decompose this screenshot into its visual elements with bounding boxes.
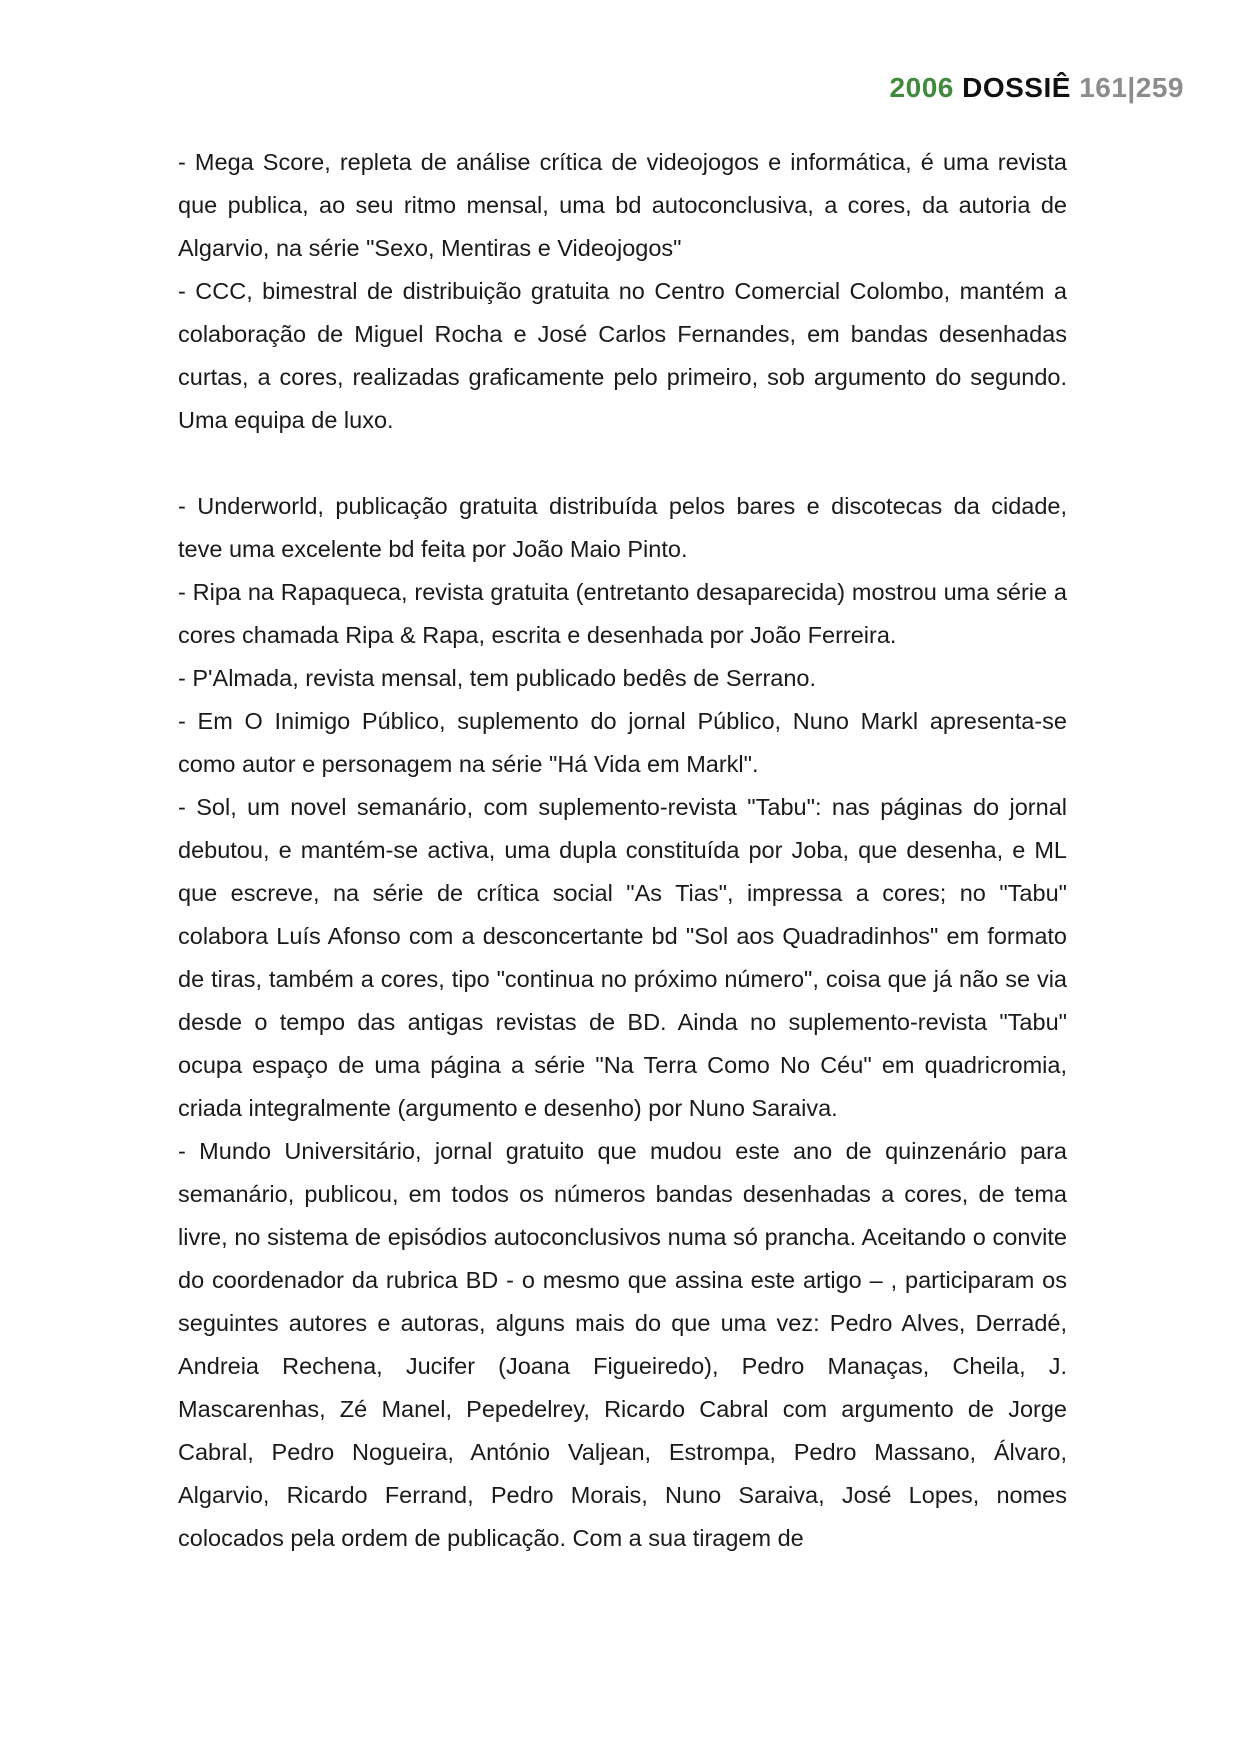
paragraph-inimigo-publico: - Em O Inimigo Público, suplemento do jornal Público, Nuno Markl apresenta-se como autor e personagem na série "Há Vida em Markl". xyxy=(178,708,1067,777)
header-year: 2006 xyxy=(889,72,954,103)
header-page-number: 161|259 xyxy=(1079,72,1184,103)
article-body xyxy=(178,141,1067,1560)
paragraph-palmada: - P'Almada, revista mensal, tem publicado bedês de Serrano. xyxy=(178,665,817,691)
paragraph-mundo-universitario: - Mundo Universitário, jornal gratuito que mudou este ano de quinzenário para semanário, publicou, em todos os números bandas desenhadas a cores, de tema livre, no sistema de episódios autoconclusivos numa só prancha. Aceitando o convite do coordenador da rubrica BD - o mesmo que assina este artigo – , participaram os seguintes autores e autoras, alguns mais do que uma vez: Pedro Alves, Derradé, Andreia Rechena, Jucifer (Joana Figueiredo), Pedro Manaças, Cheila, J. Mascarenhas, Zé Manel, Pepedelrey, Ricardo Cabral com argumento de Jorge Cabral, Pedro Nogueira, António Valjean, Estrompa, Pedro Massano, Álvaro, Algarvio, Ricardo Ferrand, Pedro Morais, Nuno Saraiva, José Lopes, nomes colocados pela ordem de publicação. Com a sua tiragem de xyxy=(178,1138,1067,1551)
header-title: DOSSIÊ xyxy=(962,72,1071,103)
paragraph-ripa-na-rapaqueca: - Ripa na Rapaqueca, revista gratuita (entretanto desaparecida) mostrou uma série a cores chamada Ripa & Rapa, escrita e desenhada por João Ferreira. xyxy=(178,579,1067,648)
paragraph-ccc: - CCC, bimestral de distribuição gratuita no Centro Comercial Colombo, mantém a colaboração de Miguel Rocha e José Carlos Fernandes, em bandas desenhadas curtas, a cores, realizadas graficamente pelo primeiro, sob argumento do segundo. Uma equipa de luxo. xyxy=(178,278,1067,433)
paragraph-sol: - Sol, um novel semanário, com suplemento-revista "Tabu": nas páginas do jornal debutou, e mantém-se activa, uma dupla constituída por Joba, que desenha, e ML que escreve, na série de crítica social "As Tias", impressa a cores; no "Tabu" colabora Luís Afonso com a desconcertante bd "Sol aos Quadradinhos" em formato de tiras, também a cores, tipo "continua no próximo número", coisa que já não se via desde o tempo das antigas revistas de BD. Ainda no suplemento-revista "Tabu" ocupa espaço de uma página a série "Na Terra Como No Céu" em quadricromia, criada integralmente (argumento e desenho) por Nuno Saraiva. xyxy=(178,794,1067,1121)
page-header xyxy=(890,72,1184,104)
paragraph-underworld: - Underworld, publicação gratuita distribuída pelos bares e discotecas da cidade, teve uma excelente bd feita por João Maio Pinto. xyxy=(178,493,1067,562)
paragraph-mega-score: - Mega Score, repleta de análise crítica de videojogos e informática, é uma revista que publica, ao seu ritmo mensal, uma bd autoconclusiva, a cores, da autoria de Algarvio, na série "Sexo, Mentiras e Videojogos" xyxy=(178,149,1067,261)
